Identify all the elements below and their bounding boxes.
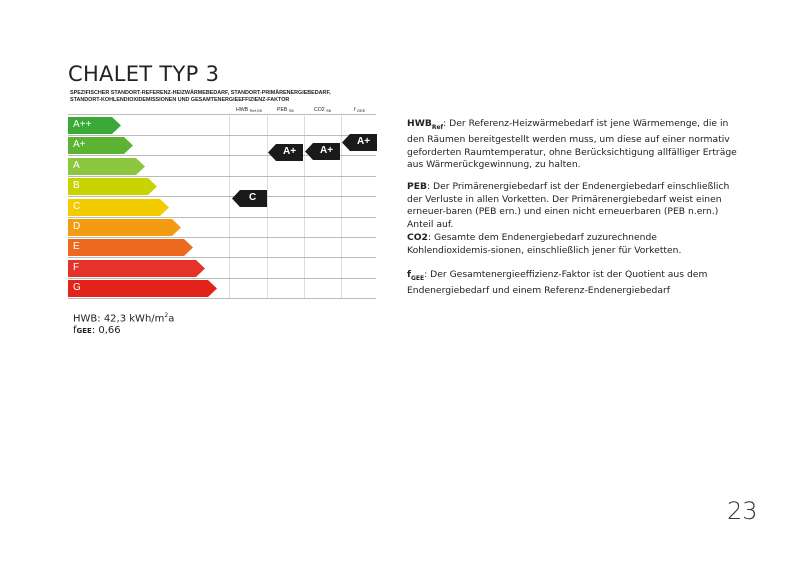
energy-class-label: C — [73, 201, 81, 212]
rating-marker-peb — [268, 144, 303, 161]
energy-class-bar — [68, 280, 218, 296]
energy-class-bar — [68, 260, 206, 276]
grid-line — [68, 135, 376, 136]
rating-co2: A+ — [320, 145, 334, 156]
energy-class-bar — [68, 158, 146, 174]
grid-divider — [267, 113, 268, 299]
energy-class-bar — [68, 199, 170, 215]
rating-marker-hwb — [232, 190, 267, 207]
column-head-fgee: f $_{GEE}$ — [354, 107, 366, 113]
hwb-value: HWB: 42,3 kWh/$m^2a$ — [73, 312, 175, 325]
energy-class-bar — [68, 137, 134, 153]
description-fgee: $f_{GEE}$: Der Gesamtenergieeffizienz-Faktor ist der Quotient aus dem Endenergiebedarf und einem Referenz-Endenergiebedarf — [407, 269, 708, 297]
fgee-value: fGEE: 0,66 — [73, 325, 121, 336]
subtitle-line-1: SPEZIFISCHER STANDORT-REFERENZ-HEIZWÄRMEBEDARF, STANDORT-PRIMÄRENERGIEBEDARF, — [70, 90, 331, 96]
energy-class-label: A+ — [73, 139, 86, 150]
column-head-peb: PEB $_{SK}$ — [277, 107, 295, 113]
grid-line — [68, 257, 376, 258]
rating-hwb: C — [249, 192, 257, 203]
energy-class-label: F — [73, 262, 80, 273]
rating-marker-co2 — [305, 143, 340, 160]
grid-line — [68, 237, 376, 238]
grid-line — [68, 196, 376, 197]
grid-line — [68, 114, 376, 115]
energy-class-label: A++ — [73, 119, 92, 130]
grid-line — [68, 278, 376, 279]
page-title: CHALET TYP 3 — [68, 62, 220, 86]
column-head-co2: CO2 $_{SK}$ — [314, 107, 332, 113]
rating-fgee: A+ — [357, 136, 371, 147]
description-hwb: $HWB_{Ref}$: Der Referenz-Heizwärmebedarf ist jene Wärmemenge, die in den Räumen bereitgestellt werden muss, um diese auf einer normativ geforderten Raumtemperatur, ohne Berücksichtigung allfälliger Erträge aus Wärmerückgewinnung, zu halten. — [407, 118, 737, 171]
energy-class-bar — [68, 219, 182, 235]
grid-line — [68, 298, 376, 299]
label-subtitle — [70, 90, 400, 103]
description-peb: PEB: Der Primärenergiebedarf ist der Endenergiebedarf einschließlich der Verluste in allen Vorketten. Der Primärenergiebedarf weist einen erneuer-baren (PEB ern.) und einen nicht erneuerbaren (PEB n.ern.) Anteil auf. — [407, 181, 730, 230]
energy-class-bar — [68, 178, 158, 194]
energy-class-bar — [68, 239, 194, 255]
energy-class-label: B — [73, 180, 80, 191]
grid-divider — [304, 113, 305, 299]
description-co2: CO2: Gesamte dem Endenergiebedarf zuzurechnende Kohlendioxidemis-sionen, einschließlich jener für Vorketten. — [407, 232, 682, 256]
grid-divider — [229, 113, 230, 299]
grid-line — [68, 217, 376, 218]
energy-class-label: D — [73, 221, 81, 232]
page-number: 23 — [727, 497, 758, 525]
energy-class-bar — [68, 117, 122, 133]
subtitle-line-2: STANDORT-KOHLENDIOXIDEMISSIONEN UND GESAMTENERGIEEFFIZIENZ-FAKTOR — [70, 96, 290, 103]
energy-class-label: E — [73, 241, 80, 252]
energy-class-label: G — [73, 282, 81, 293]
rating-peb: A+ — [283, 146, 297, 157]
rating-marker-fgee — [342, 134, 377, 151]
energy-class-label: A — [73, 160, 80, 171]
grid-line — [68, 176, 376, 177]
column-head-hwb: HWB $_{Ref,SK}$ — [236, 107, 263, 113]
